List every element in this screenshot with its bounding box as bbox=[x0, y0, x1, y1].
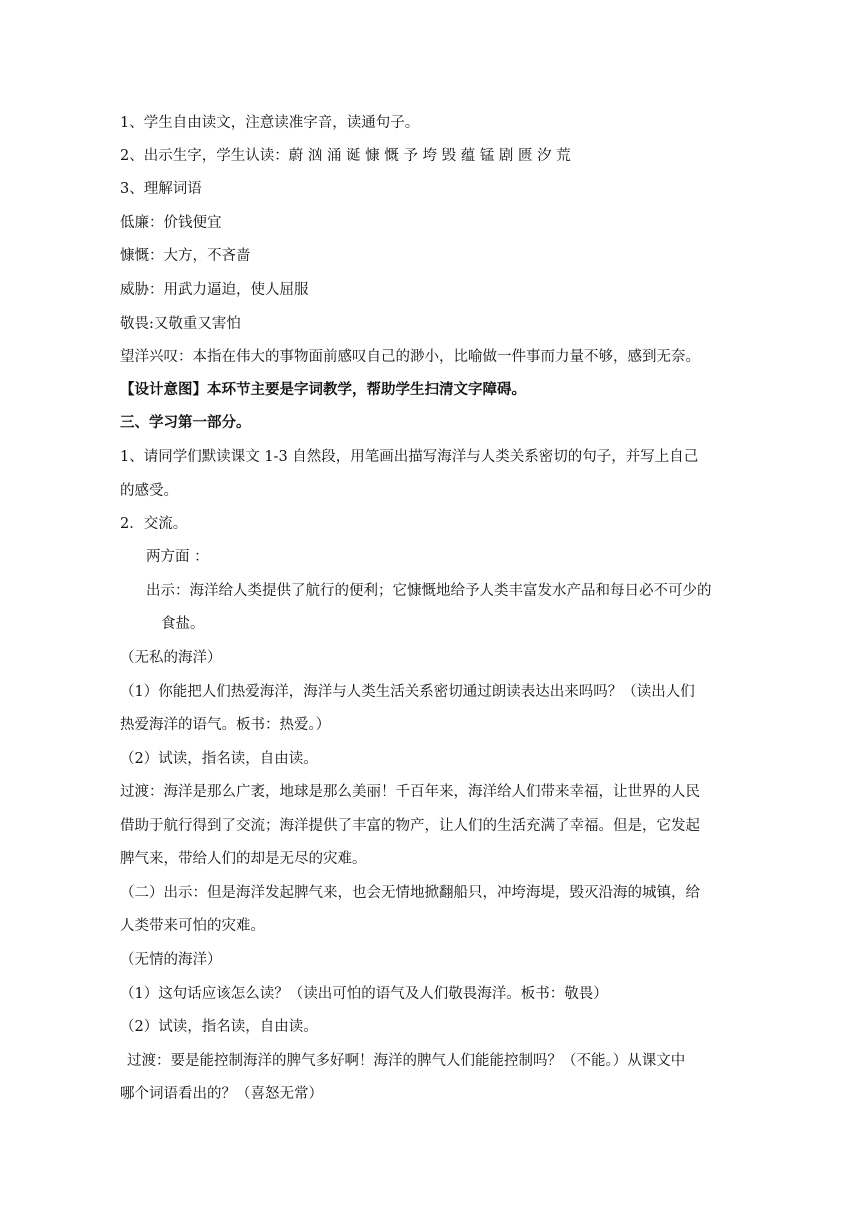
text-line: （无情的海洋） bbox=[120, 952, 222, 968]
text-line: 脾气来，带给人们的却是无尽的灾难。 bbox=[120, 851, 367, 867]
section-heading: 三、学习第一部分。 bbox=[120, 415, 251, 431]
text-line: 慷慨：大方，不吝啬 bbox=[120, 248, 251, 264]
text-line: 人类带来可怕的灾难。 bbox=[120, 918, 265, 934]
text-line: 1、请同学们默读课文 1-3 自然段，用笔画出描写海洋与人类关系密切的句子，并写上自己 bbox=[120, 449, 699, 465]
text-line: （2）试读，指名读，自由读。 bbox=[120, 1019, 318, 1035]
text-line: 过渡：要是能控制海洋的脾气多好啊！海洋的脾气人们能能控制吗？（不能。）从课文中 bbox=[127, 1053, 686, 1069]
text-line: （1）这句话应该怎么读？（读出可怕的语气及人们敬畏海洋。板书：敬畏） bbox=[120, 986, 608, 1002]
text-line: 食盐。 bbox=[161, 616, 205, 632]
text-line: 两方面 ： bbox=[146, 549, 209, 565]
text-line: 哪个词语看出的？（喜怒无常） bbox=[120, 1086, 323, 1102]
text-line: 的感受。 bbox=[120, 483, 178, 499]
text-line: 过渡：海洋是那么广袤，地球是那么美丽！千百年来，海洋给人们带来幸福，让世界的人民 bbox=[120, 784, 700, 800]
text-line: 威胁：用武力逼迫，使人屈服 bbox=[120, 282, 309, 298]
text-line: （2）试读，指名读，自由读。 bbox=[120, 751, 318, 767]
design-intent-heading: 【设计意图】本环节主要是字词教学，帮助学生扫清文字障碍。 bbox=[120, 382, 526, 398]
text-line: 望洋兴叹：本指在伟大的事物面前感叹自己的渺小，比喻做一件事而力量不够，感到无奈。 bbox=[120, 349, 700, 365]
text-line: 借助于航行得到了交流；海洋提供了丰富的物产，让人们的生活充满了幸福。但是，它发起 bbox=[120, 818, 700, 834]
text-line: 热爱海洋的语气。板书：热爱。） bbox=[120, 717, 331, 733]
text-line: 敬畏:又敬重又害怕 bbox=[120, 316, 241, 332]
text-line: 1、学生自由读文，注意读准字音，读通句子。 bbox=[120, 115, 420, 131]
text-line: （无私的海洋） bbox=[120, 650, 222, 666]
text-line: 低廉：价钱便宜 bbox=[120, 215, 222, 231]
text-line: （1）你能把人们热爱海洋，海洋与人类生活关系密切通过朗读表达出来吗吗？（读出人们 bbox=[120, 684, 695, 700]
text-line: 出示：海洋给人类提供了航行的便利；它慷慨地给予人类丰富发水产品和每日必不可少的 bbox=[146, 583, 712, 599]
text-line: 2．交流。 bbox=[120, 516, 188, 532]
text-line: 3、理解词语 bbox=[120, 181, 202, 197]
text-line: 2、出示生字，学生认读：蔚 汹 涌 诞 慷 慨 予 垮 毁 蕴 锰 剧 匮 汐 荒 bbox=[120, 148, 571, 164]
text-line: （二）出示：但是海洋发起脾气来，也会无情地掀翻船只，冲垮海堤，毁灭沿海的城镇，给 bbox=[120, 885, 700, 901]
